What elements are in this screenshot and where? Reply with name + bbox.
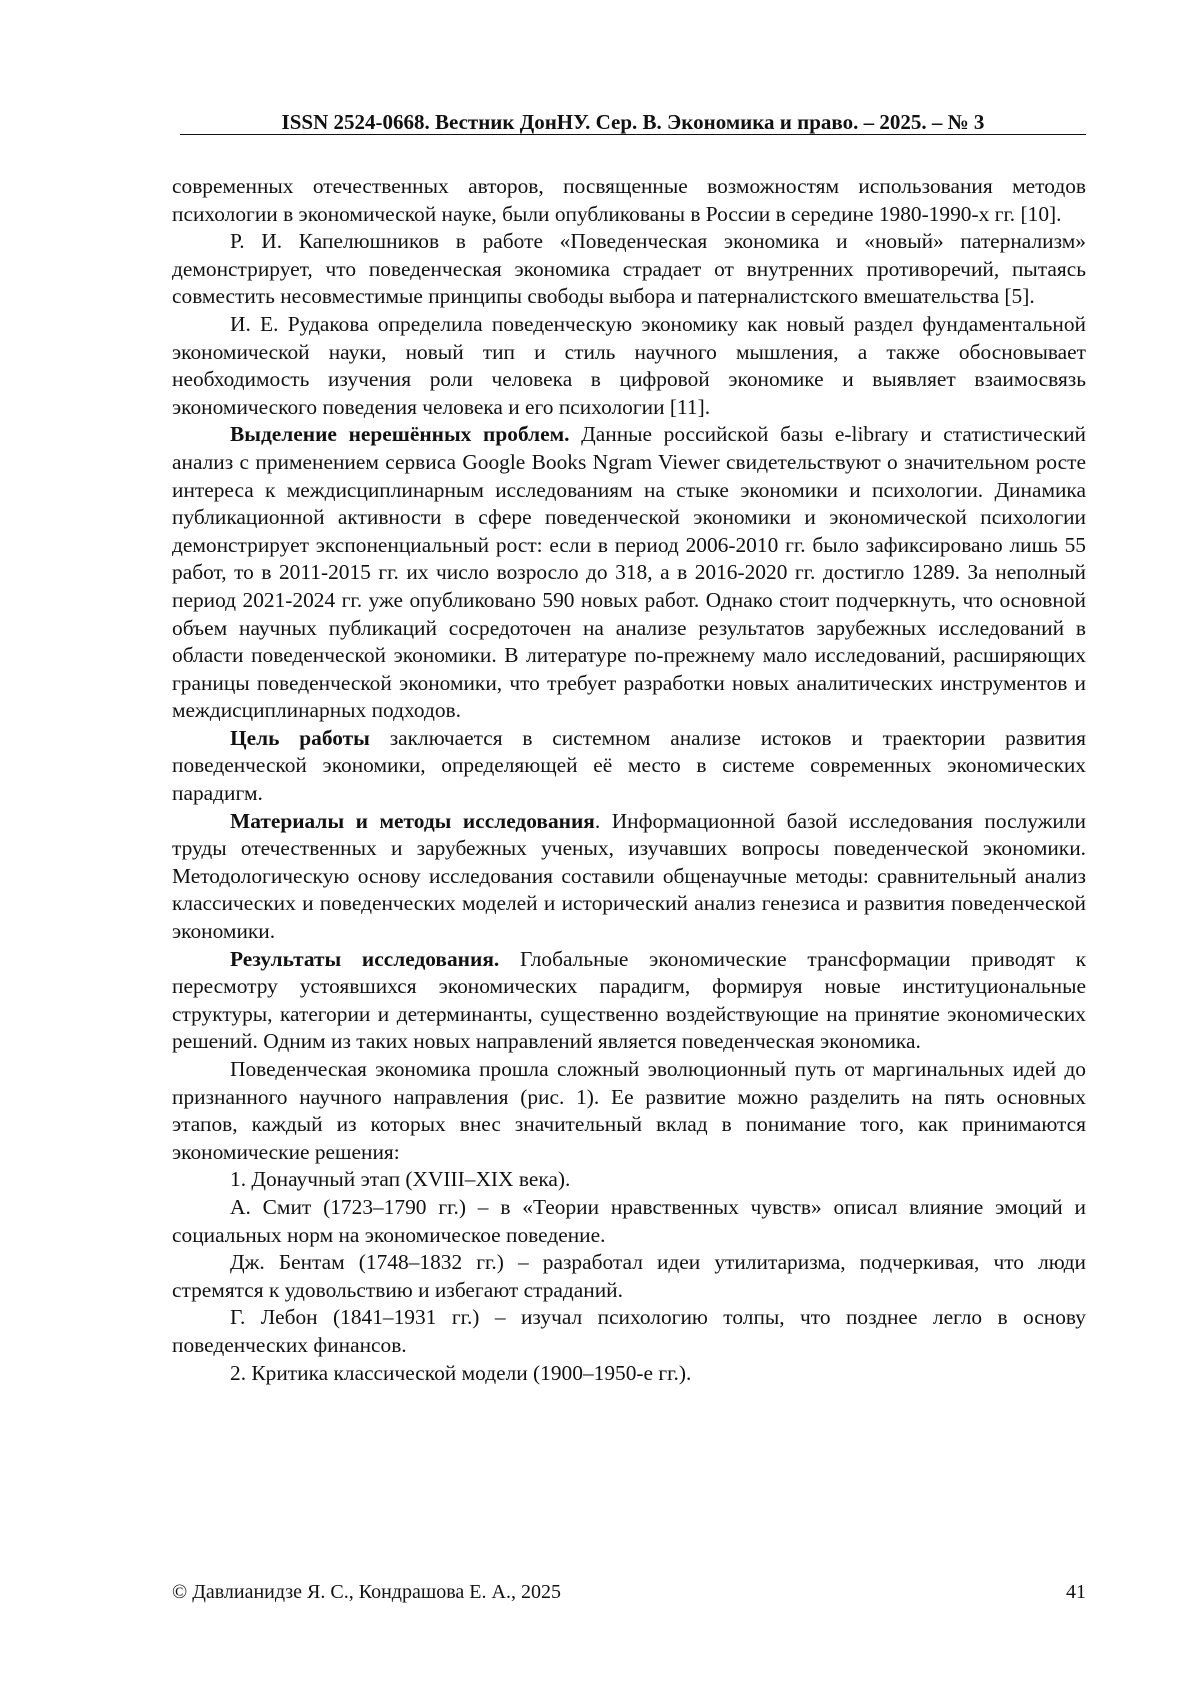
- header-rule: [180, 134, 1086, 135]
- page-number: 41: [1066, 1581, 1086, 1603]
- paragraph-evolution: [172, 1056, 1086, 1166]
- section-heading-unsolved-problems: Выделение нерешённых проблем.: [230, 422, 570, 447]
- paragraph-goal: [172, 725, 1086, 808]
- article-body: [172, 173, 1086, 1387]
- paragraph-text: И. Е. Рудакова определила поведенческую экономику как новый раздел фундаментальной экономической науки, новый тип и стиль научного мышления, а также обосновывает необходимость изучения роли человека в цифровой экономике и выявляет взаимосвязь экономического поведения человека и его психологии [11].: [172, 311, 1086, 419]
- paragraph-results: [172, 946, 1086, 1056]
- journal-header: ISSN 2524-0668. Вестник ДонНУ. Сер. В. Экономика и право. – 2025. – № 3: [281, 110, 985, 134]
- paragraph-continuation: [172, 173, 1086, 228]
- paragraph-text: Дж. Бентам (1748–1832 гг.) – разработал идеи утилитаризма, подчеркивая, что люди стремятся к удовольствию и избегают страданий.: [172, 1250, 1086, 1302]
- paragraph-text: Глобальные экономические трансформации приводят к пересмотру устоявшихся экономических парадигм, формируя новые институциональные структуры, категории и детерминанты, существенно воздействующие на принятие экономических решений. Одним из таких новых направлений является поведенческая экономика.: [172, 946, 1086, 1054]
- paragraph-kapelyushnikov: [172, 228, 1086, 311]
- section-heading-methods: Материалы и методы исследования: [230, 808, 595, 833]
- paragraph-unsolved-problems: [172, 421, 1086, 725]
- paragraph-text: . Информационной базой исследования послужили труды отечественных и зарубежных ученых, изучавших вопросы поведенческой экономики. Методологическую основу исследования составили общенаучные методы: сравнительный анализ классических и поведенческих моделей и исторический анализ генезиса и развития поведенческой экономики.: [172, 808, 1087, 944]
- paragraph-methods: [172, 808, 1086, 946]
- paragraph-text: Данные российской базы e-library и статистический анализ с применением сервиса Google Books Ngram Viewer свидетельствуют о значительном росте интереса к междисциплинарным исследованиям на стыке экономики и психологии. Динамика публикационной активности в сфере поведенческой экономики и экономической психологии демонстрирует экспоненциальный рост: если в период 2006-2010 гг. было зафиксировано лишь 55 работ, то в 2011-2015 гг. их число возросло до 318, а в 2016-2020 гг. достигло 1289. За неполный период 2021-2024 гг. уже опубликовано 590 новых работ. Однако стоит подчеркнуть, что основной объем научных публикаций сосредоточен на анализе результатов зарубежных исследований в области поведенческой экономики. В литературе по-прежнему мало исследований, расширяющих границы поведенческой экономики, что требует разработки новых аналитических инструментов и междисциплинарных подходов.: [172, 422, 1086, 723]
- list-item-stage-1: [172, 1166, 1086, 1194]
- section-heading-goal: Цель работы: [230, 725, 370, 750]
- paragraph-text: современных отечественных авторов, посвященные возможностям использования методов психологии в экономической науке, были опубликованы в России в середине 1980-1990-х гг. [10].: [172, 174, 1086, 226]
- paragraph-text: Поведенческая экономика прошла сложный эволюционный путь от маргинальных идей до признанного научного направления (рис. 1). Ее развитие можно разделить на пять основных этапов, каждый из которых внес значительный вклад в понимание того, как принимаются экономические решения:: [172, 1057, 1086, 1164]
- paragraph-smith: [172, 1194, 1086, 1249]
- paragraph-text: А. Смит (1723–1790 гг.) – в «Теории нравственных чувств» описал влияние эмоций и социальных норм на экономическое поведение.: [172, 1194, 1086, 1247]
- section-heading-results: Результаты исследования.: [230, 946, 500, 971]
- paragraph-lebon: [172, 1304, 1086, 1359]
- paragraph-text: Р. И. Капелюшников в работе «Поведенческая экономика и «новый» патернализм» демонстрирует, что поведенческая экономика страдает от внутренних противоречий, пытаясь совместить несовместимые принципы свободы выбора и патерналистского вмешательства [5].: [172, 229, 1086, 309]
- paragraph-text: 2. Критика классической модели (1900–1950-е гг.).: [230, 1360, 692, 1385]
- paragraph-text: 1. Донаучный этап (XVIII–XIX века).: [230, 1167, 571, 1192]
- paragraph-bentham: [172, 1249, 1086, 1304]
- paragraph-text: Г. Лебон (1841–1931 гг.) – изучал психологию толпы, что позднее легло в основу поведенческих финансов.: [172, 1305, 1086, 1357]
- paragraph-text: заключается в системном анализе истоков и траектории развития поведенческой экономики, определяющей её место в системе современных экономических парадигм.: [172, 725, 1086, 806]
- paragraph-rudakova: [172, 311, 1086, 421]
- footer-copyright: © Давлианидзе Я. С., Кондрашова Е. А., 2025: [172, 1581, 561, 1603]
- list-item-stage-2: [172, 1360, 1086, 1388]
